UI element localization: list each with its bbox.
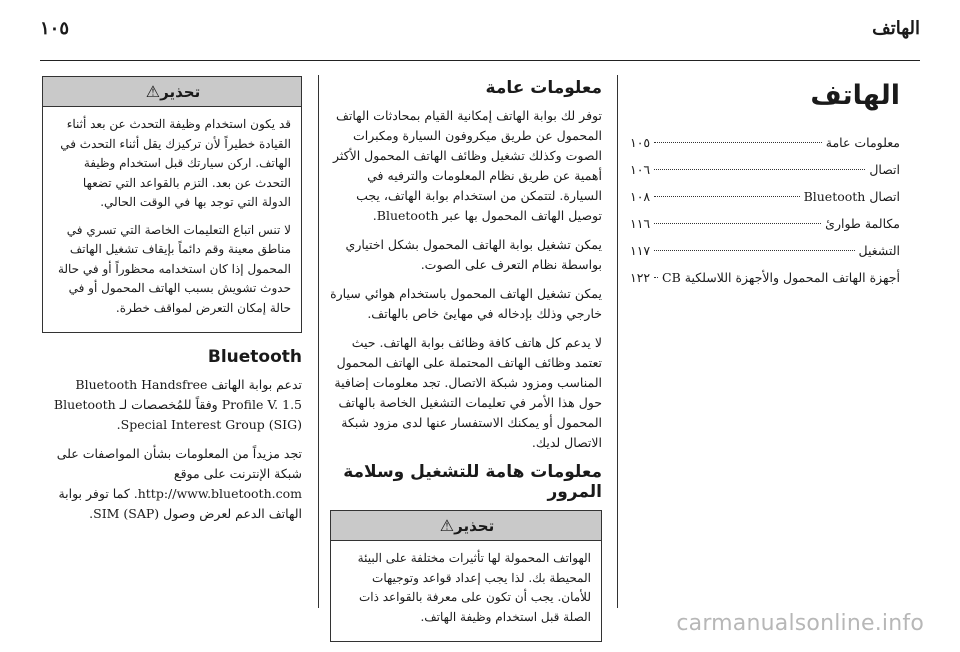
running-title: الهاتف xyxy=(872,17,920,39)
paragraph: يمكن تشغيل بوابة الهاتف المحمول بشكل اختياري بواسطة نظام التعرف على الصوت. xyxy=(345,237,602,272)
warning-text: قد يكون استخدام وظيفة التحدث عن بعد أثناء القيادة خطيراً لأن تركيزك يقل أثناء التحدث في الهاتف. اركن سيارتك قبل استخدام وظيفة التحدث عن بعد. التزم بالقواعد التي تضعها الدولة التي توجد بها في الوقت الحالي. xyxy=(60,117,291,209)
toc-item[interactable]: معلومات عامة ١٠٥ xyxy=(630,135,900,150)
toc-item[interactable]: اتصال ١٠٦ xyxy=(630,162,900,177)
watermark: carmanualsonline.info xyxy=(676,611,924,636)
bluetooth-column xyxy=(42,76,302,533)
page-header xyxy=(40,8,920,48)
warning-label: تحذير xyxy=(160,83,201,101)
general-info-column xyxy=(330,72,602,652)
paragraph: تدعم بوابة الهاتف Bluetooth Handsfree Profile V. 1.5 وفقاً للمُخصصات لـ Bluetooth Special Interest Group (SIG). xyxy=(53,377,302,432)
warning-header xyxy=(43,77,301,107)
warning-header xyxy=(331,511,601,541)
warning-box xyxy=(42,76,302,333)
general-info-heading: معلومات عامة xyxy=(485,78,602,98)
paragraph: يمكن تشغيل الهاتف المحمول باستخدام هوائي سيارة خارجي وذلك بإدخاله في مهايئ خاص بالهاتف. xyxy=(330,286,602,321)
table-of-contents xyxy=(630,129,900,291)
chapter-title: الهاتف xyxy=(810,80,900,111)
toc-item[interactable]: اتصال Bluetooth ١٠٨ xyxy=(630,189,900,204)
warning-box xyxy=(330,510,602,642)
toc-item[interactable]: مكالمة طوارئ ١١٦ xyxy=(630,216,900,231)
warning-text: لا تنس اتباع التعليمات الخاصة التي تسري في مناطق معينة وقم دائماً بإيقاف تشغيل الهاتف المحمول إذا كان استخدامه محظوراً أو في حالة حدوث تشويش بسبب الهاتف المحمول أو في حالة إمكان التعرض لمواقف خطرة. xyxy=(57,222,291,315)
column-divider-left xyxy=(318,75,319,608)
safety-heading: معلومات هامة للتشغيل وسلامة المرور xyxy=(343,462,602,502)
page-number: ١٠٥ xyxy=(40,17,70,39)
column-divider-right xyxy=(617,75,618,608)
paragraph: تجد مزيداً من المعلومات بشأن المواصفات على شبكة الإنترنت على موقع http://www.bluetooth.com. كما توفر بوابة الهاتف الدعم لعرض وصول SIM (SAP). xyxy=(56,446,302,521)
bluetooth-heading: Bluetooth xyxy=(207,347,302,367)
toc-item[interactable]: أجهزة الهاتف المحمول والأجهزة اللاسلكية CB ١٢٢ xyxy=(630,270,900,285)
paragraph: توفر لك بوابة الهاتف إمكانية القيام بمحادثات الهاتف المحمول عن طريق ميكروفون السيارة ومكبرات الصوت وكذلك تشغيل وظائف الهاتف المحمول الأكثر أهمية عن طريق نظام المعلومات والترفيه في السيارة. لتتمكن من استخدام بوابة الهاتف، يجب توصيل الهاتف المحمول بها عبر Bluetooth. xyxy=(332,108,602,223)
warning-label: تحذير xyxy=(454,517,495,535)
paragraph: لا يدعم كل هاتف كافة وظائف بوابة الهاتف. حيث تعتمد وظائف الهاتف المحتملة على الهاتف المحمول المناسب ومزود شبكة الاتصال. تجد معلومات إضافية حول هذا الأمر في تعليمات التشغيل الخاصة بالهاتف المحمول أو يمكنك الاستفسار عنها لدى مزود شبكة الاتصال لديك. xyxy=(334,335,602,450)
header-rule xyxy=(40,60,920,61)
warning-triangle-icon: ⚠ xyxy=(145,82,161,101)
toc-item[interactable]: التشغيل ١١٧ xyxy=(630,243,900,258)
warning-text: الهواتف المحمولة لها تأثيرات مختلفة على البيئة المحيطة بك. لذا يجب إعداد قواعد وتوجيهات للأمان. يجب أن تكون على معرفة بالقواعد ذات الصلة قبل استخدام وظيفة الهاتف. xyxy=(357,551,591,624)
toc-column xyxy=(630,72,900,291)
warning-triangle-icon: ⚠ xyxy=(439,516,455,535)
